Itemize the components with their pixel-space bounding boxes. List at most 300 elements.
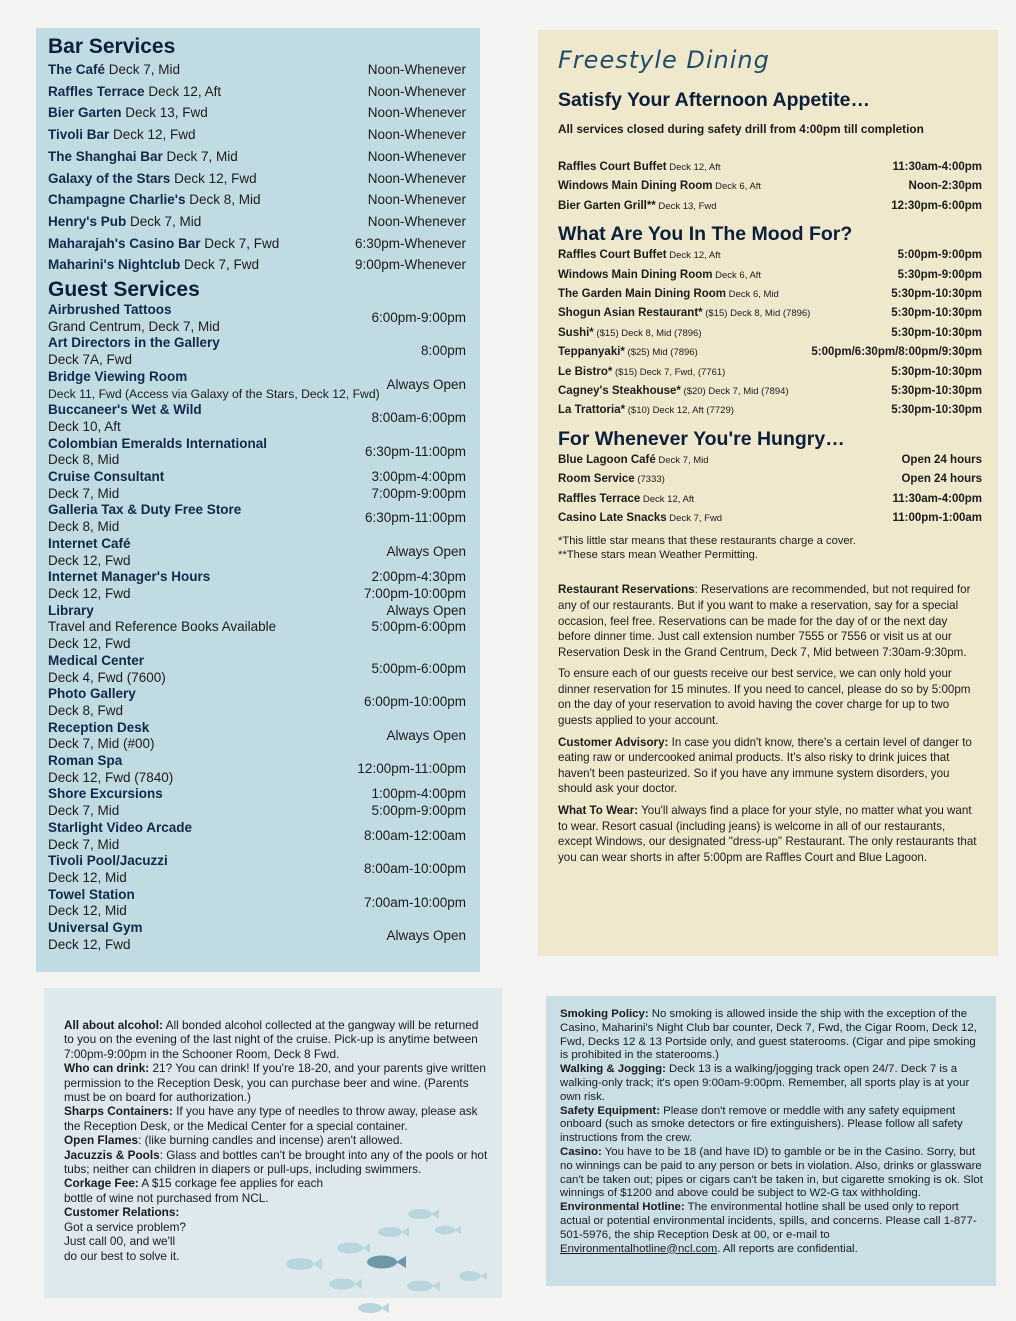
bar-name: Bier Garten: [48, 105, 122, 121]
who-can-drink-label: Who can drink:: [64, 1061, 150, 1076]
bar-name: Maharini's Nightclub: [48, 257, 181, 273]
hungry-row-location: Deck 7, Fwd: [666, 513, 723, 525]
bar-row: [48, 124, 470, 146]
open-flames-label: Open Flames: [64, 1133, 139, 1148]
guest-service-hours: [326, 302, 470, 327]
fish-school-icon: [270, 1196, 500, 1316]
mood-row-name: Shogun Asian Restaurant*: [558, 307, 703, 320]
guest-service-location: Deck 8, Mid: [48, 519, 120, 535]
bar-hours: Noon-Whenever: [367, 192, 466, 208]
guest-service-row: [48, 502, 470, 535]
afternoon-row-time: Noon-2:30pm: [908, 180, 982, 193]
guest-service-location: Deck 12, Fwd: [48, 636, 131, 652]
walking-text: Deck 13 is a walking/jogging track open 24/7. Deck 7 is a walking-only track; it's open 9:00am-9:00pm. Remember, all sports play is at your own risk.: [560, 1063, 970, 1103]
hungry-row-time: 11:00pm-1:00am: [892, 512, 982, 525]
guest-service-hours-line: 7:00am-10:00pm: [363, 894, 466, 910]
guest-service-row: [48, 753, 470, 786]
environmental-label: Environmental Hotline:: [560, 1201, 685, 1214]
smoking-text: No smoking is allowed inside the ship with the exception of the Casino, Maharini's Night Club bar counter, Deck 7, Fwd, the Cigar Room, Deck 12, Fwd, Decks 12 & 13 Portside only, and guest staterooms. (Cigar and pipe smoking is prohibited in the staterooms.): [560, 1008, 977, 1062]
environmental-text: The environmental hotline shall be used only to report actual or potential environmental incidents, spills, and concerns. Please call 1-877-501-5976, the ship Reception Desk at 00, or e-mail to: [560, 1201, 977, 1241]
mood-row-info: [558, 266, 761, 285]
mood-row-name: Le Bistro*: [558, 365, 613, 378]
guest-service-name: Roman Spa: [48, 753, 123, 769]
walking-paragraph: [560, 1063, 984, 1104]
bar-row: [48, 168, 470, 190]
afternoon-row-name: Raffles Court Buffet: [558, 161, 667, 173]
bar-row: [48, 146, 470, 168]
bar-hours: 9:00pm-Whenever: [354, 257, 466, 273]
guest-service-hours: [326, 820, 470, 845]
afternoon-row-location: Deck 6, Aft: [712, 181, 762, 193]
bar-hours: Noon-Whenever: [367, 127, 466, 143]
guest-service-info: [48, 753, 326, 786]
guest-service-hours: [380, 369, 470, 394]
guest-service-name: Internet Manager's Hours: [48, 569, 211, 585]
guest-service-location: Deck 7, Mid: [48, 803, 120, 819]
guest-service-location: Deck 12, Fwd: [48, 585, 131, 601]
guest-service-info: [48, 569, 326, 602]
bar-name-cell: [48, 254, 259, 276]
freestyle-dining-panel: [538, 30, 998, 956]
hungry-heading: For Whenever You're Hungry…: [558, 427, 845, 450]
bar-row: [48, 189, 470, 211]
guest-service-row: [48, 686, 470, 719]
mood-row-info: [558, 285, 779, 304]
guest-service-hours: [326, 536, 470, 561]
guest-service-hours: [326, 469, 470, 502]
mood-row-location: Deck 12, Aft: [666, 250, 721, 262]
hungry-row-info: [558, 509, 722, 528]
guest-service-info: [48, 686, 326, 719]
bar-row: [48, 81, 470, 103]
mood-row-time: 5:30pm-10:30pm: [891, 404, 982, 417]
bar-name: Champagne Charlie's: [48, 192, 186, 208]
bar-name: Raffles Terrace: [48, 83, 145, 99]
guest-service-hours-line: 6:30pm-11:00pm: [364, 443, 466, 459]
hold-paragraph: To ensure each of our guests receive our best service, we can only hold your dinner reservation for 15 minutes. If you need to cancel, please do so by 5:00pm on the day of your reservation to avoid having the cover charge for up to two guests applied to your account.: [558, 667, 971, 728]
walking-label: Walking & Jogging:: [560, 1063, 666, 1076]
guest-service-name: Shore Excursions: [48, 786, 163, 802]
safety-drill-note: All services closed during safety drill from 4:00pm till completion: [558, 122, 924, 136]
mood-row-name: Cagney's Steakhouse*: [558, 385, 681, 398]
casino-text: You have to be 18 (and have ID) to gamble or be in the Casino. Sorry, but no winnings can be paid to any person or bets in violation. Also, drinks or glassware can't be taken out; pipes or cigars can't be taken in, but cigarette smoking is ok. Slot winnings of $1200 and above could be subject to W2-G tax withholding.: [560, 1145, 983, 1200]
guest-service-hours: [326, 335, 470, 360]
guest-service-hours: [326, 402, 470, 427]
mood-row: [558, 266, 982, 285]
guest-service-location: Deck 8, Mid: [48, 452, 120, 468]
alcohol-paragraph: [64, 1018, 488, 1061]
hungry-row-info: [558, 490, 694, 509]
mood-row-location: ($15) Deck 7, Fwd, (7761): [612, 366, 726, 378]
guest-service-row: [48, 653, 470, 686]
bar-location: Deck 7, Mid: [105, 62, 181, 77]
who-can-drink-paragraph: [64, 1061, 488, 1104]
guest-service-info: [48, 502, 326, 535]
mood-row-info: [558, 343, 698, 362]
bar-location: Deck 7, Mid: [126, 213, 202, 229]
guest-service-hours: [326, 920, 470, 945]
guest-service-row: [48, 536, 470, 569]
guest-service-hours-line: 1:00pm-4:00pm: [371, 786, 466, 802]
mood-row-info: [558, 401, 734, 420]
guest-service-name: Airbrushed Tattoos: [48, 302, 172, 318]
bar-name-cell: [48, 233, 279, 255]
sharps-paragraph: [64, 1104, 488, 1133]
guest-service-hours-line: Always Open: [386, 543, 466, 559]
guest-service-info: [48, 920, 326, 953]
guest-service-row: [48, 335, 470, 368]
guest-service-row: [48, 853, 470, 886]
guest-service-hours: [326, 887, 470, 912]
guest-service-name: Bridge Viewing Room: [48, 368, 188, 384]
wear-text: You'll always find a place for your style, no matter what you want to wear. Resort casual (including jeans) is welcome in all of our restaurants, except Windows, our designated "dress-up" Restaurant. The only restaurants that you can wear shorts in after 5:00pm are Raffles Court and Blue Lagoon.: [558, 804, 977, 864]
bar-name: Henry's Pub: [48, 213, 127, 229]
bar-hours: Noon-Whenever: [367, 83, 466, 99]
customer-relations-line-3: do our best to solve it.: [64, 1248, 180, 1263]
bar-name: Tivoli Bar: [48, 127, 110, 143]
open-flames-text: : (like burning candles and incense) aren't allowed.: [138, 1133, 403, 1148]
bar-hours: Noon-Whenever: [367, 62, 466, 77]
guest-service-name: Starlight Video Arcade: [48, 819, 193, 835]
guest-service-location: Deck 7, Mid (#00): [48, 736, 155, 752]
guest-service-hours-line: 2:00pm-4:30pm: [371, 569, 466, 585]
mood-row-info: [558, 382, 789, 401]
guest-service-hours-line: Always Open: [386, 602, 466, 618]
guest-service-hours: [326, 502, 470, 527]
afternoon-row-info: [558, 177, 761, 196]
bar-name-cell: [48, 189, 261, 211]
guest-service-name: Buccaneer's Wet & Wild: [48, 402, 202, 418]
guest-service-location: Deck 11, Fwd (Access via Galaxy of the Stars, Deck 12, Fwd): [48, 386, 380, 401]
safety-label: Safety Equipment:: [560, 1104, 660, 1117]
bar-name-cell: [48, 59, 180, 81]
guest-service-hours-line: 6:00pm-10:00pm: [363, 694, 466, 710]
hungry-row-location: Deck 12, Aft: [640, 493, 695, 505]
mood-row-location: ($15) Deck 8, Mid (7896): [593, 327, 702, 339]
guest-service-name: Internet Café: [48, 535, 131, 551]
guest-service-hours: [326, 603, 470, 636]
guest-service-hours: [326, 436, 470, 461]
bar-location: Deck 13, Fwd: [121, 105, 208, 121]
bar-location: Deck 8, Mid: [185, 192, 261, 208]
wear-label: What To Wear:: [558, 804, 639, 818]
guest-service-row: [48, 436, 470, 469]
bar-name: Maharajah's Casino Bar: [48, 235, 201, 251]
mood-row: [558, 285, 982, 304]
hungry-row-location: (7333): [634, 474, 665, 486]
bar-hours: Noon-Whenever: [367, 105, 466, 121]
guest-service-location: Deck 8, Fwd: [48, 702, 124, 718]
hungry-row-time: Open 24 hours: [901, 453, 982, 466]
afternoon-row: [558, 197, 982, 216]
mood-row-time: 5:00pm/6:30pm/8:00pm/9:30pm: [811, 346, 982, 359]
mood-list: [558, 246, 982, 421]
guest-service-hours: [326, 720, 470, 745]
mood-row-info: [558, 304, 810, 323]
guest-service-hours: [326, 786, 470, 819]
guest-service-info: [48, 335, 326, 368]
mood-row-name: Sushi*: [558, 326, 594, 339]
guest-service-row: [48, 786, 470, 819]
guest-service-hours-line: 8:00am-12:00am: [363, 827, 466, 843]
guest-service-location: Deck 7A, Fwd: [48, 352, 133, 368]
guest-service-row: [48, 469, 470, 502]
guest-service-name: Tivoli Pool/Jacuzzi: [48, 853, 168, 869]
guest-service-name: Photo Gallery: [48, 686, 136, 702]
guest-service-hours-line: 7:00pm-9:00pm: [371, 485, 466, 501]
guest-service-hours-line: 6:30pm-11:00pm: [364, 510, 466, 526]
bar-row: [48, 233, 470, 255]
casino-paragraph: [560, 1146, 984, 1201]
advisory-paragraph: [558, 735, 982, 797]
hungry-row-time: 11:30am-4:00pm: [892, 492, 982, 505]
bar-hours: Noon-Whenever: [367, 148, 466, 164]
bar-location: Deck 7, Fwd: [180, 257, 259, 273]
mood-row: [558, 343, 982, 362]
sharps-text: If you have any type of needles to throw away, please ask the Reception Desk, or the Medical Center for a special container.: [64, 1104, 478, 1133]
afternoon-row-time: 11:30am-4:00pm: [892, 161, 982, 173]
hungry-row-info: [558, 451, 709, 470]
mood-row-info: [558, 246, 721, 265]
guest-service-info: [48, 820, 326, 853]
mood-row-info: [558, 324, 702, 343]
bar-name-cell: [48, 211, 201, 233]
guest-service-location: Grand Centrum, Deck 7, Mid: [48, 318, 220, 334]
reservations-text: : Reservations are recommended, but not required for any of our restaurants. But if you want to make a reservation, say for a special occasion, feel free. Reservations can be made for the day of or the next day before dinner time. Just call extension number 7555 or 7556 or visit us at our Reservation Desk in the Grand Centrum, Deck 7, Mid between 7:30am-9:30pm.: [558, 583, 971, 659]
mood-row-location: ($25) Mid (7896): [624, 347, 698, 359]
jacuzzis-label: Jacuzzis & Pools: [64, 1147, 160, 1162]
mood-row-time: 5:30pm-10:30pm: [891, 307, 982, 320]
hungry-row: [558, 509, 982, 528]
environmental-tail: . All reports are confidential.: [717, 1242, 858, 1255]
corkage-text: A $15 corkage fee applies for each bottle of wine not purchased from NCL.: [64, 1176, 324, 1205]
guest-service-location: Deck 12, Fwd: [48, 552, 131, 568]
afternoon-row: [558, 177, 982, 196]
guest-service-row: [48, 302, 470, 335]
guest-service-location: Deck 12, Fwd (7840): [48, 769, 174, 785]
guest-service-row: [48, 402, 470, 435]
mood-row-time: 5:30pm-9:00pm: [897, 268, 982, 281]
guest-service-name: Library: [48, 602, 94, 618]
guest-service-info: [48, 536, 326, 569]
smoking-label: Smoking Policy:: [560, 1008, 649, 1020]
mood-row-name: The Garden Main Dining Room: [558, 288, 727, 301]
bar-hours: 6:30pm-Whenever: [354, 235, 466, 251]
bar-name-cell: [48, 102, 208, 124]
guest-service-info: [48, 887, 326, 920]
mood-row-location: ($15) Deck 8, Mid (7896): [702, 308, 811, 320]
mood-row-location: Deck 6, Aft: [712, 269, 762, 281]
hungry-row-info: [558, 470, 665, 489]
hungry-row-name: Casino Late Snacks: [558, 512, 667, 525]
guest-service-location: Deck 7, Mid: [48, 485, 120, 501]
smoking-paragraph: [560, 1008, 984, 1063]
bar-name-cell: [48, 124, 196, 146]
bar-name-cell: [48, 146, 238, 168]
guest-service-hours-line: 8:00am-6:00pm: [371, 410, 466, 426]
guest-service-row: [48, 720, 470, 753]
guest-service-location: Deck 7, Mid: [48, 836, 120, 852]
hungry-row-name: Room Service: [558, 473, 635, 486]
afternoon-row-name: Windows Main Dining Room: [558, 180, 713, 193]
bar-row: [48, 211, 470, 233]
guest-service-location: Deck 12, Fwd: [48, 936, 131, 952]
afternoon-row-location: Deck 13, Fwd: [655, 200, 717, 212]
guest-service-name: Cruise Consultant: [48, 469, 165, 485]
guest-service-hours-line: 5:00pm-6:00pm: [371, 660, 466, 676]
wear-paragraph: [558, 803, 982, 865]
mood-row-time: 5:30pm-10:30pm: [891, 385, 982, 398]
bar-services-heading: Bar Services: [48, 35, 176, 58]
hungry-list: [558, 451, 982, 529]
afternoon-row-time: 12:30pm-6:00pm: [891, 199, 982, 212]
guest-service-location: Deck 12, Mid: [48, 869, 127, 885]
guest-services-list: [48, 302, 470, 953]
mood-row: [558, 246, 982, 265]
alcohol-label: All about alcohol:: [64, 1018, 163, 1032]
bar-location: Deck 7, Fwd: [200, 235, 280, 251]
guest-service-hours: [326, 653, 470, 678]
afternoon-row-info: [558, 197, 717, 216]
guest-service-hours-line: Always Open: [386, 928, 466, 944]
guest-service-info: [48, 469, 326, 502]
hungry-row-name: Raffles Terrace: [558, 492, 641, 505]
advisory-text: In case you didn't know, there's a certain level of danger to eating raw or undercooked animal products. It's also risky to drink juices that haven't been pasteurized. So if you have any immune system disorders, you should ask your doctor.: [558, 735, 972, 796]
guest-service-name: Towel Station: [48, 886, 135, 902]
afternoon-heading: Satisfy Your Afternoon Appetite…: [558, 89, 871, 111]
guest-service-hours: [326, 853, 470, 878]
jacuzzis-text: : Glass and bottles can't be brought into any of the pools or hot tubs; neither can children in diapers or pull-ups, including swimmers.: [64, 1147, 488, 1177]
mood-row: [558, 363, 982, 382]
alcohol-text: All bonded alcohol collected at the gangway will be returned to you on the evening of the last night of the cruise. Pick-up is anytime between 7:00pm-9:00pm in the Schooner Room, Deck 8 Fwd.: [64, 1018, 479, 1061]
guest-services-heading: Guest Services: [48, 278, 200, 302]
environmental-email-link[interactable]: Environmentalhotline@ncl.com: [560, 1242, 718, 1255]
ship-policies-panel: [546, 996, 996, 1286]
guest-service-hours-line: 8:00pm: [420, 343, 466, 359]
safety-text: Please don't remove or meddle with any safety equipment onboard (such as smoke detectors or fire extinguishers). Please follow all safety instructions from the crew.: [560, 1104, 963, 1145]
hungry-row-time: Open 24 hours: [901, 473, 982, 486]
guest-service-row: [48, 369, 470, 402]
bar-location: Deck 12, Fwd: [109, 127, 196, 143]
bar-name: The Café: [48, 62, 106, 77]
bar-hours: Noon-Whenever: [367, 170, 466, 186]
bar-name-cell: [48, 168, 257, 190]
star-notes: [558, 534, 982, 563]
guest-service-name: Reception Desk: [48, 719, 150, 735]
mood-row-time: 5:30pm-10:30pm: [891, 288, 982, 301]
mood-heading: What Are You In The Mood For?: [558, 223, 853, 246]
guest-service-location: Travel and Reference Books Available: [48, 619, 277, 635]
mood-row-location: ($10) Deck 12, Aft (7729): [625, 405, 734, 417]
customer-relations-line-2: Just call 00, and we'll: [64, 1234, 176, 1249]
hungry-row-name: Blue Lagoon Café: [558, 453, 656, 466]
guest-service-hours: [326, 686, 470, 711]
guest-service-location: Deck 12, Mid: [48, 903, 127, 919]
guest-service-row: [48, 569, 470, 602]
mood-row: [558, 382, 982, 401]
open-flames-paragraph: [64, 1133, 488, 1147]
afternoon-list: [558, 158, 982, 216]
who-can-drink-text: 21? You can drink! If you're 18-20, and your parents give written permission to the Reception Desk, you can purchase beer and wine. (Parents must be on board for authorization.): [64, 1061, 486, 1105]
sharps-label: Sharps Containers:: [64, 1104, 173, 1119]
afternoon-row: [558, 158, 982, 177]
mood-row-location: Deck 6, Mid: [726, 289, 779, 301]
bar-hours: Noon-Whenever: [367, 213, 466, 229]
bar-location: Deck 7, Mid: [162, 148, 238, 164]
safety-paragraph: [560, 1105, 984, 1146]
guest-service-info: [48, 302, 326, 335]
guest-service-hours-line: Always Open: [386, 727, 466, 743]
jacuzzis-paragraph: [64, 1148, 488, 1177]
guest-service-row: [48, 820, 470, 853]
guest-service-name: Medical Center: [48, 652, 145, 668]
afternoon-row-location: Deck 12, Aft: [666, 162, 721, 173]
mood-row-name: La Trattoria*: [558, 404, 626, 417]
mood-row-name: Teppanyaki*: [558, 346, 625, 359]
guest-service-info: [48, 402, 326, 435]
guest-service-row: [48, 920, 470, 953]
bar-name: Galaxy of the Stars: [48, 170, 171, 186]
guest-service-info: [48, 720, 326, 753]
bar-row: [48, 59, 470, 81]
bar-row: [48, 254, 470, 276]
afternoon-row-name: Bier Garten Grill**: [558, 199, 656, 212]
bar-services-list: [48, 59, 470, 276]
guest-service-hours-line: 6:00pm-9:00pm: [371, 310, 466, 326]
guest-service-hours-line: Always Open: [386, 376, 466, 392]
customer-relations-label: Customer Relations:: [64, 1205, 180, 1220]
guest-service-info: [48, 603, 326, 653]
hungry-row: [558, 470, 982, 489]
guest-service-location: Deck 10, Aft: [48, 418, 121, 434]
guest-service-hours-line: 5:00pm-6:00pm: [371, 619, 466, 635]
mood-row-time: 5:30pm-10:30pm: [891, 365, 982, 378]
guest-service-row: [48, 603, 470, 653]
bar-name-cell: [48, 81, 221, 103]
casino-label: Casino:: [560, 1145, 602, 1158]
mood-row-info: [558, 363, 725, 382]
star-note-weather: **These stars mean Weather Permitting.: [558, 548, 759, 561]
guest-service-name: Universal Gym: [48, 920, 143, 936]
guest-service-hours: [326, 753, 470, 778]
mood-row: [558, 401, 982, 420]
guest-service-hours-line: 8:00am-10:00pm: [363, 861, 466, 877]
bar-location: Deck 12, Fwd: [170, 170, 257, 186]
hungry-row: [558, 490, 982, 509]
advisory-label: Customer Advisory:: [558, 735, 669, 749]
corkage-label: Corkage Fee:: [64, 1176, 139, 1191]
guest-service-name: Colombian Emeralds International: [48, 435, 268, 451]
guest-service-row: [48, 887, 470, 920]
guest-service-info: [48, 786, 326, 819]
bar-row: [48, 102, 470, 124]
mood-row-time: 5:00pm-9:00pm: [897, 249, 982, 262]
guest-service-hours-line: 7:00pm-10:00pm: [363, 585, 466, 601]
reservations-label: Restaurant Reservations: [558, 583, 695, 597]
hungry-row-location: Deck 7, Mid: [655, 454, 709, 466]
mood-row-location: ($20) Deck 7, Mid (7894): [680, 386, 789, 398]
bar-location: Deck 12, Aft: [144, 83, 222, 99]
guest-service-hours: [326, 569, 470, 602]
bar-guest-services-panel: [36, 28, 480, 972]
hungry-row: [558, 451, 982, 470]
reservations-paragraph: [558, 582, 982, 660]
mood-row: [558, 304, 982, 323]
guest-service-hours-line: 12:00pm-11:00pm: [357, 761, 466, 777]
mood-row-time: 5:30pm-10:30pm: [891, 326, 982, 339]
guest-service-hours-line: 5:00pm-9:00pm: [371, 803, 466, 819]
mood-row-name: Raffles Court Buffet: [558, 249, 667, 262]
